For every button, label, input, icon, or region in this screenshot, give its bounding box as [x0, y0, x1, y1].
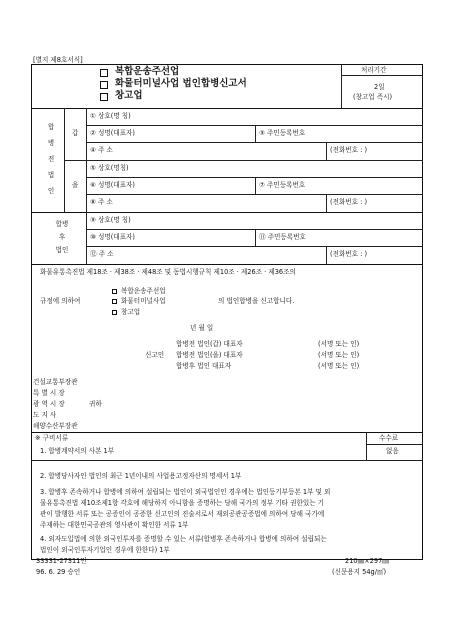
docs-header: ※ 구비서류 — [35, 434, 69, 442]
form-frame — [31, 64, 423, 560]
title-option-1: 복합운송주선업 — [115, 66, 180, 77]
party-b-name-field[interactable]: ⑤ 상호(명칭) — [90, 164, 129, 172]
processing-period-value: 2일 — [374, 83, 385, 91]
doc-item-3-line-1: 3. 합병후 존속하거나 합병에 의하여 설립되는 법인이 외국법인인 경우에는 법인등기부등본 1부 및 외 — [40, 488, 331, 496]
doc-item-2: 2. 합병당사자인 법인의 최근 1년이내의 사업용고정자산의 명세서 1부 — [40, 472, 242, 480]
doc-item-1: 1. 합병계약서의 사본 1부 — [40, 447, 115, 455]
footer-approved: 96. 6. 29 승인 — [36, 568, 81, 576]
footer-size: 210㎜×297㎜ — [345, 557, 389, 565]
title-checkbox-3[interactable] — [100, 93, 108, 101]
form-number-tag: [별지 제8호서식] — [33, 56, 83, 64]
title-checkbox-1[interactable] — [100, 69, 108, 77]
party-b-label: 을 — [72, 181, 79, 189]
signature-field-3[interactable]: (서명 또는 인) — [318, 362, 360, 370]
decl-prefix: 규정에 의하여 — [40, 297, 81, 305]
decl-option-2[interactable]: 화물터미널사업 — [112, 298, 166, 306]
party-b-id-field[interactable]: ⑦ 주민등록번호 — [259, 181, 306, 189]
recipient-1: 건설교통부장관 — [33, 378, 78, 386]
footer-code: 33331-27311민 — [36, 557, 87, 565]
doc-item-3-line-2: 물유통촉진법 제10조제1항 각호에 해당하지 아니함을 증명하는 당해 국가의 정부 기타 권한있는 기 — [40, 499, 325, 507]
after-phone-field[interactable]: (전화번호 : ) — [330, 250, 368, 258]
title-checkbox-2[interactable] — [100, 81, 108, 89]
footer-paper: (신문용지 54g/㎡) — [332, 568, 387, 576]
processing-period-note: (창고업 즉시) — [353, 93, 393, 101]
law-reference: 화물유통촉진법 제18조 · 제38조 · 제48조 및 동법시행규칙 제10조 · 제26조 · 제36조의 — [40, 268, 296, 276]
party-b-rep-field[interactable]: ⑥ 성명(대표자) — [90, 181, 135, 189]
signer-line-2: 합병전 법인(을) 대표자 — [176, 351, 243, 359]
title-option-3: 창고업 — [115, 90, 143, 101]
checkbox-icon[interactable] — [112, 310, 117, 315]
recipient-4: 도 지 사 — [33, 411, 57, 419]
title-option-2: 화물터미널사업 법인합병신고서 — [115, 78, 247, 89]
recipient-5: 해양수산부장관 — [33, 422, 78, 430]
party-a-id-field[interactable]: ③ 주민등록번호 — [259, 129, 306, 137]
recipient-suffix: 귀하 — [89, 400, 102, 408]
party-b-address-field[interactable]: ⑧ 주 소 — [90, 198, 113, 206]
party-a-label: 갑 — [72, 129, 79, 137]
after-rep-field[interactable]: ⑩ 성명(대표자) — [90, 233, 135, 241]
after-merge-label: 합병 후 법인 — [55, 220, 69, 255]
recipient-3: 광 역 시 장 — [33, 400, 65, 408]
before-merge-label: 합 병 전 법 인 — [47, 123, 55, 196]
fee-header: 수수료 — [379, 434, 399, 442]
doc-item-4-line-1: 4. 외자도입법에 의한 외국인투자를 증명할 수 있는 서류(합병후 존속하거나 합병에 의하여 설립되는 — [40, 535, 327, 543]
party-b-phone-field[interactable]: (전화번호 : ) — [330, 198, 368, 206]
decl-option-1[interactable]: 복합운송주선업 — [112, 288, 166, 296]
doc-item-3-line-4: 주재하는 대한민국공관의 영사관이 확인한 서류 1부 — [40, 521, 189, 529]
after-address-field[interactable]: ⑫ 주 소 — [90, 250, 114, 258]
signature-field-2[interactable]: (서명 또는 인) — [318, 351, 360, 359]
checkbox-icon[interactable] — [112, 289, 117, 294]
after-id-field[interactable]: ⑪ 주민등록번호 — [259, 233, 306, 241]
party-a-rep-field[interactable]: ② 성명(대표자) — [90, 129, 135, 137]
decl-date[interactable]: 년 월 일 — [190, 324, 214, 332]
party-a-name-field[interactable]: ① 상호(명 칭) — [90, 112, 131, 120]
doc-item-4-line-2: 법인이 외국인투자기업인 경우에 한한다) 1부 — [40, 546, 170, 554]
signer-line-1: 합병전 법인(갑) 대표자 — [176, 340, 243, 348]
party-a-address-field[interactable]: ④ 주 소 — [90, 146, 113, 154]
fee-value: 없음 — [386, 447, 399, 455]
signer-line-3: 합병후 법인 대표자 — [176, 362, 232, 370]
recipient-2: 특 별 시 장 — [33, 389, 65, 397]
signature-field-1[interactable]: (서명 또는 인) — [318, 340, 360, 348]
doc-item-3-line-3: 관이 발행한 서류 또는 공증인이 공증한 신고인의 진술서로서 재외공관공증법에 의하여 당해 국가에 — [40, 510, 325, 518]
party-a-phone-field[interactable]: (전화번호 : ) — [330, 146, 368, 154]
signer-label: 신고인 — [145, 351, 165, 359]
decl-option-3[interactable]: 창고업 — [112, 309, 140, 317]
processing-period-header: 처리기간 — [361, 66, 387, 74]
decl-suffix: 의 법인합병을 신고합니다. — [218, 297, 295, 305]
checkbox-icon[interactable] — [112, 299, 117, 304]
after-name-field[interactable]: ⑨ 상호(명 칭) — [90, 216, 131, 224]
